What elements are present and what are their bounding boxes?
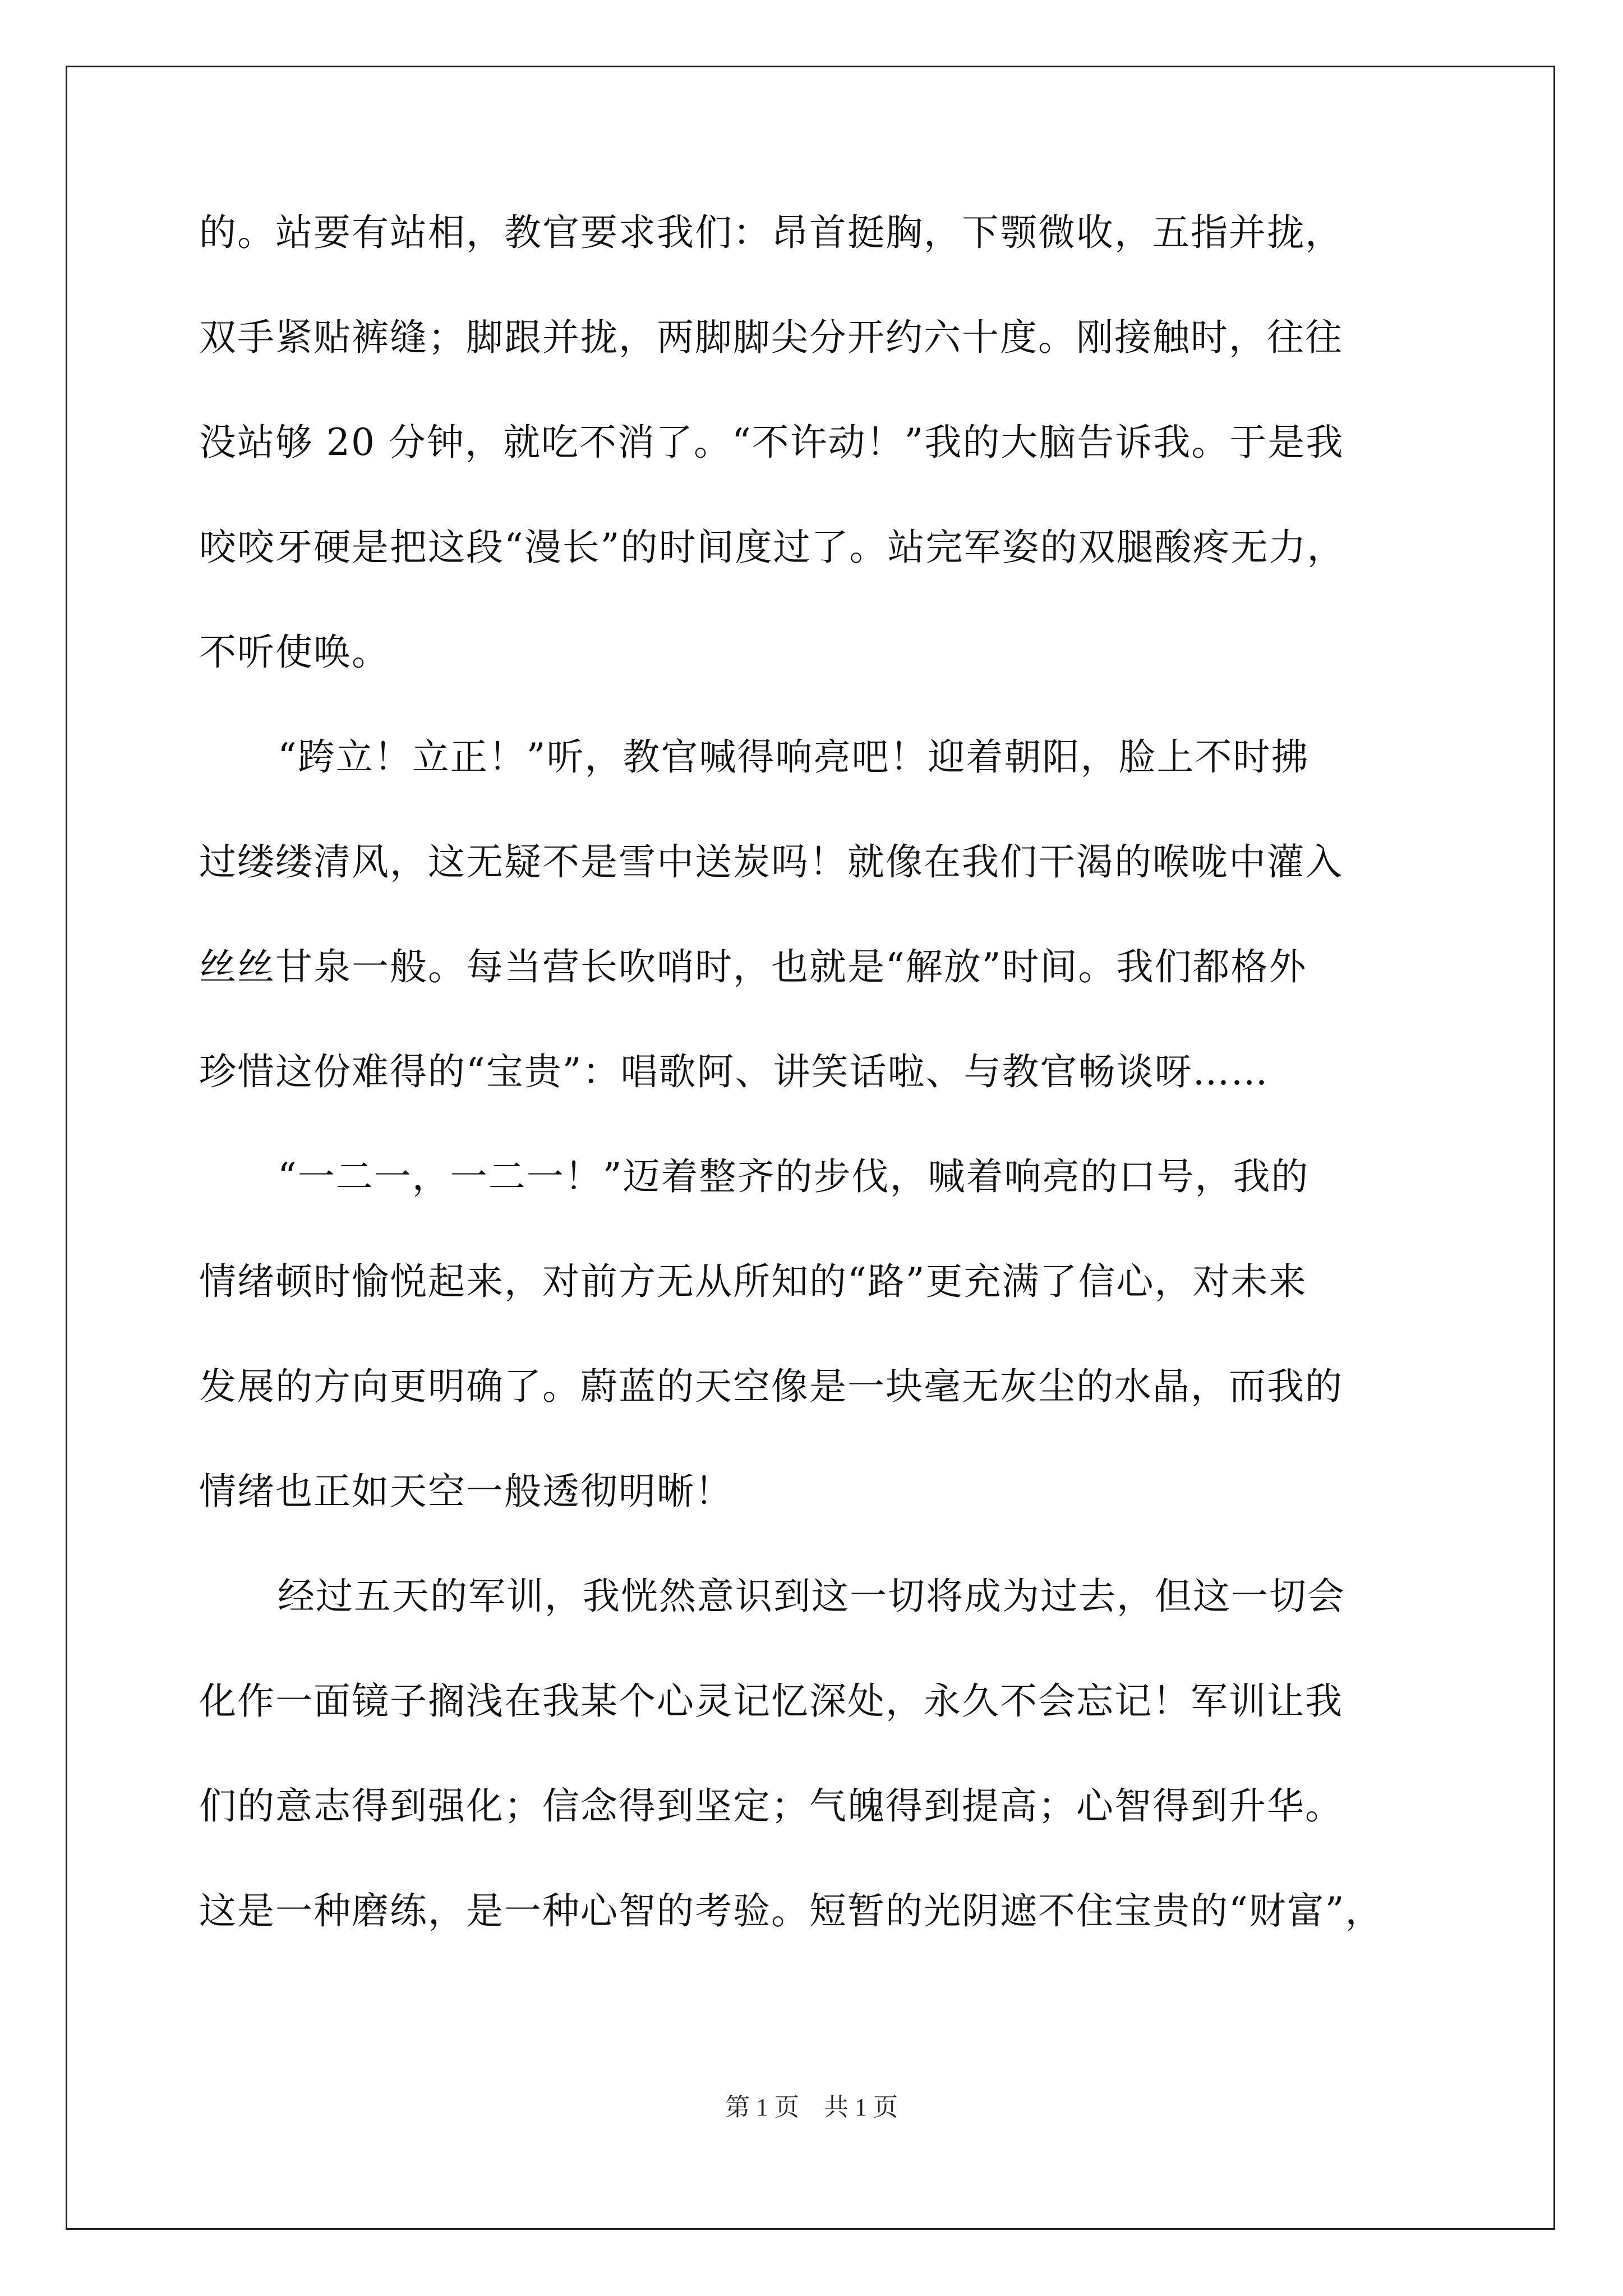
text-line: 丝丝甘泉一般。每当营长吹哨时，也就是“解放”时间。我们都格外: [199, 945, 1307, 988]
paragraph-first-line: 经过五天的军训，我恍然意识到这一切将成为过去，但这一切会: [278, 1575, 1345, 1618]
text-line: 的。站要有站相，教官要求我们：昂首挺胸，下颚微收，五指并拢，: [199, 211, 1343, 254]
text-line: 双手紧贴裤缝；脚跟并拢，两脚脚尖分开约六十度。刚接触时，往往: [199, 316, 1343, 359]
text-line: 珍惜这份难得的“宝贵”：唱歌阿、讲笑话啦、与教官畅谈呀……: [199, 1050, 1269, 1093]
text-line: 不听使唤。: [199, 631, 390, 674]
page-number-footer: 第 1 页 共 1 页: [725, 2093, 898, 2121]
paragraph-first-line: “一二一，一二一！”迈着整齐的步伐，喊着响亮的口号，我的: [278, 1155, 1310, 1198]
paragraph-first-line: “跨立！立正！”听，教官喊得响亮吧！迎着朝阳，脸上不时拂: [278, 735, 1310, 779]
text-line: 没站够 20 分钟，就吃不消了。“不许动！”我的大脑告诉我。于是我: [199, 421, 1344, 464]
text-line: 情绪也正如天空一般透彻明晰！: [199, 1470, 733, 1513]
text-line: 过缕缕清风，这无疑不是雪中送炭吗！就像在我们干渴的喉咙中灌入: [199, 840, 1343, 884]
text-line: 们的意志得到强化；信念得到坚定；气魄得到提高；心智得到升华。: [199, 1784, 1343, 1828]
text-line: 情绪顿时愉悦起来，对前方无从所知的“路”更充满了信心，对未来: [199, 1260, 1307, 1303]
text-line: 发展的方向更明确了。蔚蓝的天空像是一块毫无灰尘的水晶，而我的: [199, 1365, 1343, 1408]
text-line: 咬咬牙硬是把这段“漫长”的时间度过了。站完军姿的双腿酸疼无力，: [199, 526, 1345, 569]
text-line: 化作一面镜子搁浅在我某个心灵记忆深处，永久不会忘记！军训让我: [199, 1680, 1343, 1723]
text-line: 这是一种磨练，是一种心智的考验。短暂的光阴遮不住宝贵的“财富”，: [199, 1889, 1384, 1932]
